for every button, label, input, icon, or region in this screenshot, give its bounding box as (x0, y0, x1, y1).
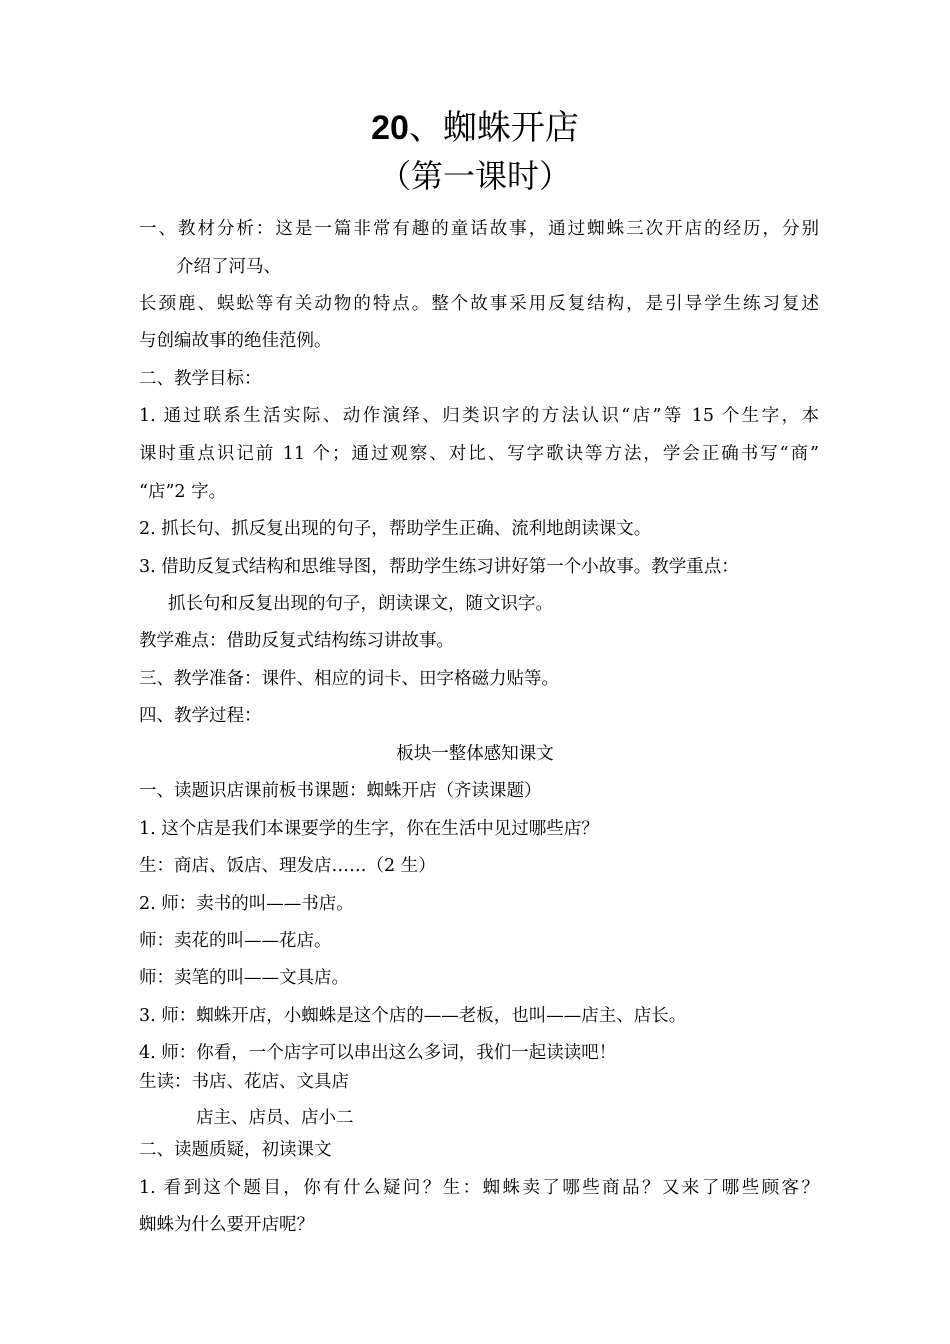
section-heading: 三、教学准备：课件、相应的词卡、田字格磁力贴等。 (139, 669, 559, 689)
text-line: 店主、店员、店小二 (196, 1108, 354, 1128)
text-line: 师：卖笔的叫——文具店。 (139, 968, 349, 988)
text-line: 与创编故事的绝佳范例。 (139, 331, 332, 351)
block-heading: 板块一整体感知课文 (396, 744, 554, 764)
lesson-title: 、蜘蛛开店 (408, 108, 579, 148)
text-line: 蜘蛛为什么要开店呢？ (139, 1215, 314, 1235)
text-line: 3. 师：蜘蛛开店，小蜘蛛是这个店的——老板，也叫——店主、店长。 (139, 1006, 687, 1026)
text-line: 课时重点识记前 11 个；通过观察、对比、写字歌诀等方法，学会正确书写“商” (139, 444, 819, 464)
text-line: 1. 这个店是我们本课要学的生字，你在生活中见过哪些店？ (139, 819, 599, 839)
text-line: 生：商店、饭店、理发店……（2 生） (139, 856, 436, 876)
document-subtitle: （第一课时） (378, 157, 571, 195)
section-heading: 一、读题识店课前板书课题：蜘蛛开店（齐读课题） (139, 781, 542, 801)
section-heading: 二、教学目标： (139, 369, 262, 389)
lesson-number: 20 (371, 109, 409, 147)
text-line: 4. 师：你看，一个店字可以串出这么多词，我们一起读读吧！ (139, 1043, 617, 1063)
text-line: 介绍了河马、 (176, 257, 281, 277)
section-heading: 四、教学过程： (139, 706, 262, 726)
text-line: 2. 抓长句、抓反复出现的句子，帮助学生正确、流利地朗读课文。 (139, 519, 652, 539)
text-line: 生读：书店、花店、文具店 (139, 1072, 349, 1092)
text-line: 1. 通过联系生活实际、动作演绎、归类识字的方法认识“店”等 15 个生字，本 (139, 406, 819, 426)
section-heading: 二、读题质疑，初读课文 (139, 1140, 332, 1160)
text-line: 教学难点：借助反复式结构练习讲故事。 (139, 631, 454, 651)
text-line: 师：卖花的叫——花店。 (139, 931, 332, 951)
text-line: 长颈鹿、蜈蚣等有关动物的特点。整个故事采用反复结构，是引导学生练习复述 (139, 294, 819, 314)
text-line: 抓长句和反复出现的句子，朗读课文，随文识字。 (168, 594, 553, 614)
document-title (0, 106, 950, 150)
text-line: “店”2 字。 (139, 482, 227, 502)
text-line: 1. 看到这个题目，你有什么疑问？生：蜘蛛卖了哪些商品？又来了哪些顾客？ (139, 1178, 819, 1198)
text-line: 3. 借助反复式结构和思维导图，帮助学生练习讲好第一个小故事。教学重点： (139, 557, 739, 577)
text-line: 一、教材分析：这是一篇非常有趣的童话故事，通过蜘蛛三次开店的经历，分别 (139, 219, 819, 239)
text-line: 2. 师：卖书的叫——书店。 (139, 894, 354, 914)
